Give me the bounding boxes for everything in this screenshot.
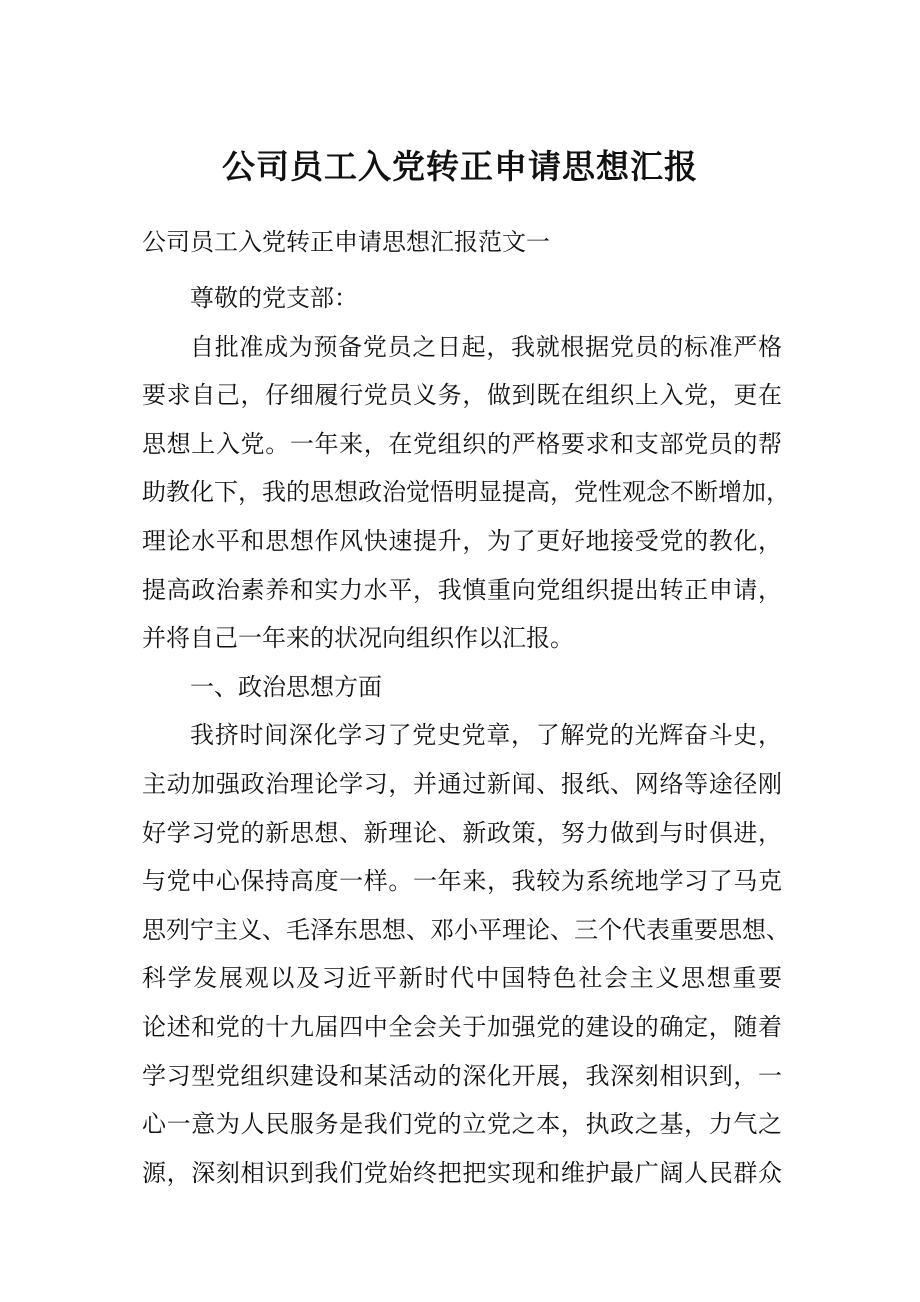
- section-heading-political: 一、政治思想方面: [190, 672, 382, 701]
- paragraph-line: 主动加强政治理论学习，并通过新闻、报纸、网络等途径刚: [142, 769, 782, 798]
- paragraph-line: 并将自己一年来的状况向组织作以汇报。: [142, 624, 574, 653]
- document-title: 公司员工入党转正申请思想汇报: [222, 147, 698, 186]
- paragraph-line: 我挤时间深化学习了党史党章，了解党的光辉奋斗史，: [190, 721, 782, 750]
- paragraph-line: 源，深刻相识到我们党始终把把实现和维护最广阔人民群众: [142, 1158, 782, 1187]
- paragraph-line: 提高政治素养和实力水平，我慎重向党组织提出转正申请，: [142, 575, 782, 604]
- greeting: 尊敬的党支部：: [190, 284, 358, 312]
- paragraph-line: 助教化下，我的思想政治觉悟明显提高，党性观念不断增加，: [142, 478, 790, 507]
- paragraph-line: 自批准成为预备党员之日起，我就根据党员的标准严格: [190, 332, 782, 361]
- document-subtitle: 公司员工入党转正申请思想汇报范文一: [142, 228, 550, 256]
- paragraph-2: [142, 711, 790, 1197]
- paragraph-line: 心一意为人民服务是我们党的立党之本，执政之基，力气之: [142, 1110, 782, 1139]
- paragraph-line: 思想上入党。一年来，在党组织的严格要求和支部党员的帮: [142, 429, 782, 458]
- paragraph-line: 要求自己，仔细履行党员义务，做到既在组织上入党，更在: [142, 381, 782, 410]
- paragraph-line: 与党中心保持高度一样。一年来，我较为系统地学习了马克: [142, 867, 782, 896]
- paragraph-line: 学习型党组织建设和某活动的深化开展，我深刻相识到，一: [142, 1061, 782, 1090]
- document-body: [142, 274, 790, 1197]
- paragraph-line: 论述和党的十九届四中全会关于加强党的建设的确定，随着: [142, 1012, 782, 1041]
- paragraph-line: 科学发展观以及习近平新时代中国特色社会主义思想重要: [142, 964, 782, 993]
- paragraph-line: 好学习党的新思想、新理论、新政策，努力做到与时俱进，: [142, 818, 782, 847]
- paragraph-line: 思列宁主义、毛泽东思想、邓小平理论、三个代表重要思想、: [142, 915, 790, 944]
- paragraph-line: 理论水平和思想作风快速提升，为了更好地接受党的教化，: [142, 526, 782, 555]
- paragraph-1: [142, 323, 790, 663]
